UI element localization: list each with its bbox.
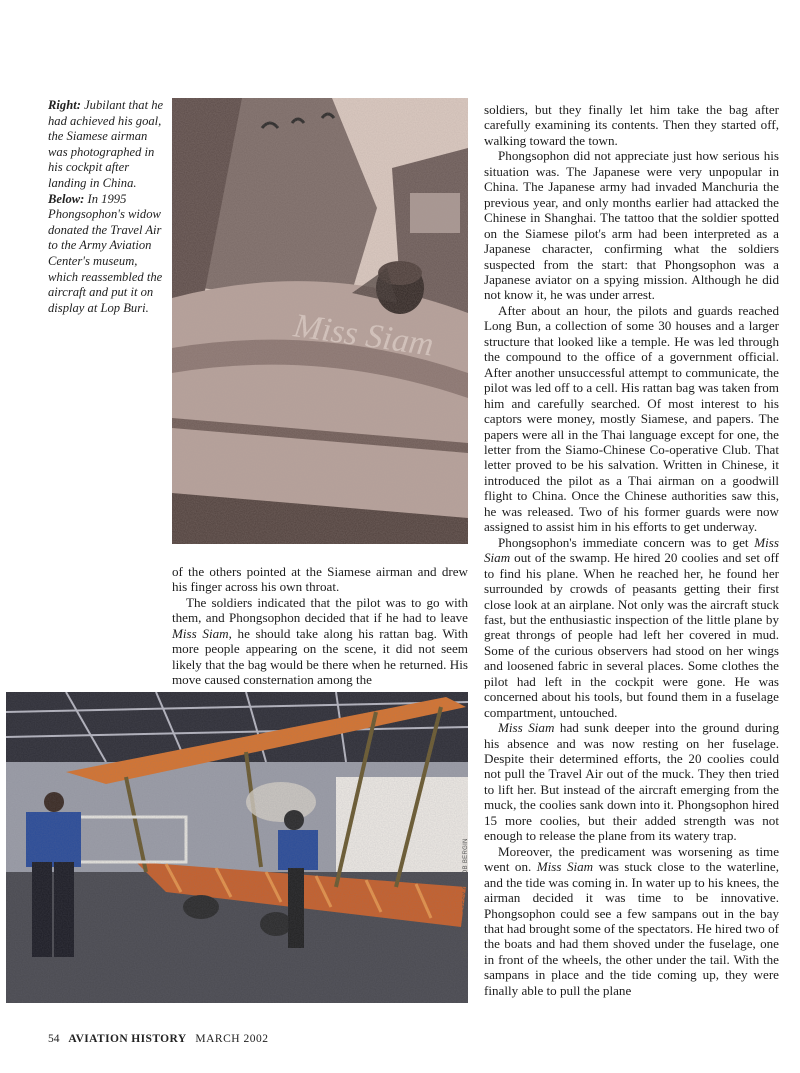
text-column-right <box>484 102 779 998</box>
text-column-left <box>172 564 468 688</box>
paragraph: The soldiers indicated that the pilot was to go with them, and Phongsophon decided that if he had to leave Miss Siam, he should take along his rattan bag. With more people appearing on the scene, it did not seem likely that the bag would be there when he returned. His move caused consternation among the <box>172 594 469 688</box>
cockpit-photo <box>172 98 468 544</box>
paragraph: of the others pointed at the Siamese airman and drew his finger across his own throat. <box>172 564 468 595</box>
paragraph: After about an hour, the pilots and guards reached Long Bun, a collection of some 30 houses and a larger structure that looked like a temple. He was led through the compound to the office of a government official. After another unsuccessful attempt to communicate, the pilot was led off to a cell. His rattan bag was taken from him and carefully searched. Of most interest to his captors were money, mostly Siamese, and papers. The papers were all in the Thai language except for one, the letter from the Siamo-Chinese Co-operative Club. That letter proved to be his salvation. Written in Chinese, it introduced the pilot as a Thai airman on a goodwill flight to China. Once the Chinese authorities saw this, he was released. Two of his former guards were now assigned to assist him in his efforts to get underway. <box>484 302 779 535</box>
issue-date: MARCH 2002 <box>195 1033 269 1045</box>
caption-below-text: In 1995 Phongsophon's widow donated the Travel Air to the Army Aviation Center's museum, which reassembled the aircraft and put it on display at Lop Buri. <box>48 191 163 315</box>
magazine-title: AVIATION HISTORY <box>68 1033 187 1045</box>
paragraph: Phongsophon did not appreciate just how serious his situation was. The Japanese were very unpopular in China. The Japanese army had invaded Manchuria the previous year, and only months earlier had attacked the Chinese in Shanghai. The tattoo that the soldier spotted on the Siamese pilot's arm had been interpreted as a Japanese character, confirming what the soldiers suspected from the start: that Phongsophon was a Japanese aviator on a spying mission. Although he did not know it, he was under arrest. <box>484 148 779 303</box>
caption-below-label: Below: <box>48 191 85 206</box>
page-footer <box>48 1033 268 1045</box>
museum-photo-image <box>6 692 468 1003</box>
cockpit-photo-image <box>172 98 468 544</box>
page-number: 54 <box>48 1033 60 1045</box>
paragraph: Moreover, the predicament was worsening as time went on. Miss Siam was stuck close to the waterline, and the tide was coming in. In water up to his knees, the airman decided it was time to be innovative. Phongsophon could see a few sampans out in the bay that had brought some of the spectators. He hired two of the boats and had them shoved under the fuselage, one in front of the wheels, the other under the tail. With the sampans in place and the tide coming up, they were finally able to pull the plane <box>484 843 779 998</box>
caption-right-label: Right: <box>48 98 81 112</box>
photo-credit: PHOTOS: COURTESY OF BOB BERGIN <box>463 838 469 958</box>
paragraph: Miss Siam had sunk deeper into the ground during his absence and was now resting on her fuselage. Despite their determined efforts, the 20 coolies could not pull the Travel Air out of the muck. They then tried to lift her. But instead of the aircraft emerging from the muck, the coolies sank down into it. Phongsophon hired 15 more coolies, but their added strength was not enough to release the plane from its watery trap. <box>484 720 780 844</box>
paragraph: Phongsophon's immediate concern was to get Miss Siam out of the swamp. He hired 20 coolies and set off to find his plane. When he reached her, he found her surrounded by crowds of peasants getting their first close look at an airplane. Not only was the aircraft stuck fast, but the enthusiastic inspection of the little plane by great throngs of people had left her covered in mud. Some of the curious observers had stood on her wings and loosened fabric in several places. Some clothes the pilot had left in the cockpit were gone. He was concerned about his tools, but found them in a fuselage compartment, untouched. <box>484 534 779 720</box>
museum-photo <box>6 692 468 1003</box>
photo-caption <box>48 98 166 316</box>
paragraph: soldiers, but they finally let him take the bag after carefully examining its contents. Then they started off, walking toward the town. <box>484 102 779 148</box>
caption-right-text: Jubilant that he had achieved his goal, the Siamese airman was photographed in his cockpit after landing in China. <box>48 98 164 190</box>
